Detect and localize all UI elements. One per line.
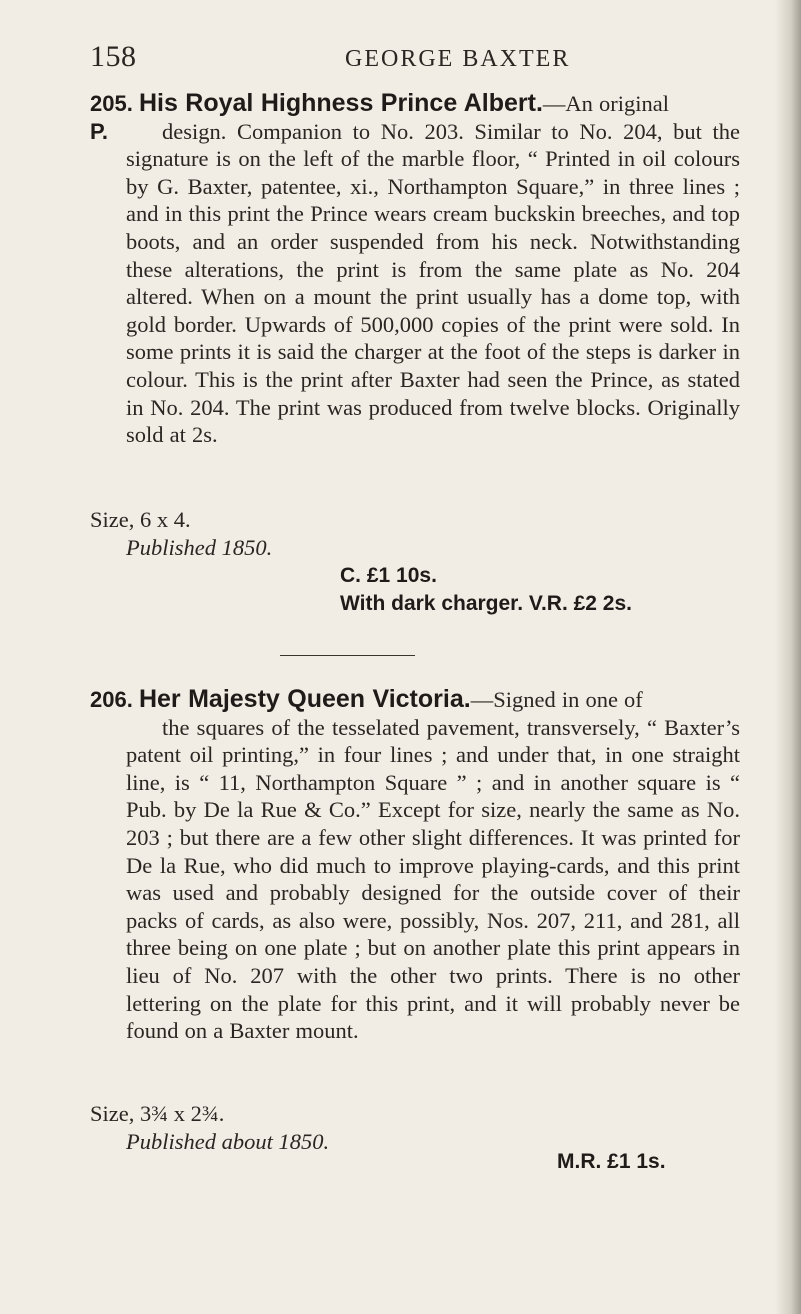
entry-205-body: design. Companion to No. 203. Similar to No. 204, but the signature is on the left of the marble floor, “ Printed in oil colours by G. Baxter, patentee, xi., Northampton Square,” in three lines ; and in this print the Prince wears cream buckskin breeches, and top boots, and an order suspended from his neck. Notwithstanding these alterations, the print is from the same plate as No. 204 altered. When on a mount the print usually has a dome top, with gold border. Upwards of 500,000 copies of the print were sold. In some prints it is said the charger at the foot of the steps is darker in colour. This is the print after Baxter had seen the Prince, as stated in No. 204. The print was produced from twelve blocks. Originally sold at 2s.	[126, 118, 740, 448]
entry-206-body: the squares of the tesselated pavement, transversely, “ Baxter’s patent oil printing,” in four lines ; and under that, in one straight line, is “ 11, Northampton Square ” ; and in another square is “ Pub. by De la Rue & Co.” Except for size, nearly the same as No. 203 ; but there are a few other slight differences. It was printed for De la Rue, who did much to improve playing-cards, and this print was used and probably designed for the outside cover of their packs of cards, as also were, possibly, Nos. 207, 211, and 281, all three being on one plate ; but on another plate this print appears in lieu of No. 207 with the other two prints. There is no other lettering on the plate for this print, and it will probably never be found on a Baxter mount.	[126, 714, 740, 1044]
catalogue-entry-206	[90, 686, 740, 1045]
entry-205-price-1: C. £1 10s.	[340, 564, 437, 587]
entry-206-text	[90, 686, 740, 1045]
entry-206-price: M.R. £1 1s.	[557, 1150, 666, 1173]
header-title: GEORGE BAXTER	[345, 46, 571, 72]
entry-205-price-2: With dark charger. V.R. £2 2s.	[340, 592, 633, 615]
entry-205-published: Published 1850.	[126, 534, 273, 560]
entry-205-marker: P.	[90, 118, 108, 144]
page-edge-shadow	[775, 0, 801, 1314]
entry-205-body-prefix: —An original	[542, 91, 670, 116]
entry-divider	[280, 655, 415, 656]
entry-206-number: 206.	[90, 687, 133, 712]
entry-205-number: 205.	[90, 91, 133, 116]
page-number: 158	[90, 40, 137, 73]
catalogue-entry-205	[90, 90, 740, 449]
running-head	[90, 40, 740, 80]
entry-205-title: His Royal Highness Prince Albert.	[138, 89, 543, 117]
entry-206-body-prefix: —Signed in one of	[470, 687, 643, 712]
entry-205-details	[90, 506, 740, 561]
entry-206-size: Size, 3¾ x 2¾.	[90, 1101, 225, 1126]
entry-205-size: Size, 6 x 4.	[90, 507, 191, 532]
entry-206-details	[90, 1100, 740, 1155]
entry-206-published: Published about 1850.	[126, 1128, 330, 1154]
entry-205-text	[90, 90, 740, 449]
entry-206-title: Her Majesty Queen Victoria.	[138, 685, 471, 713]
